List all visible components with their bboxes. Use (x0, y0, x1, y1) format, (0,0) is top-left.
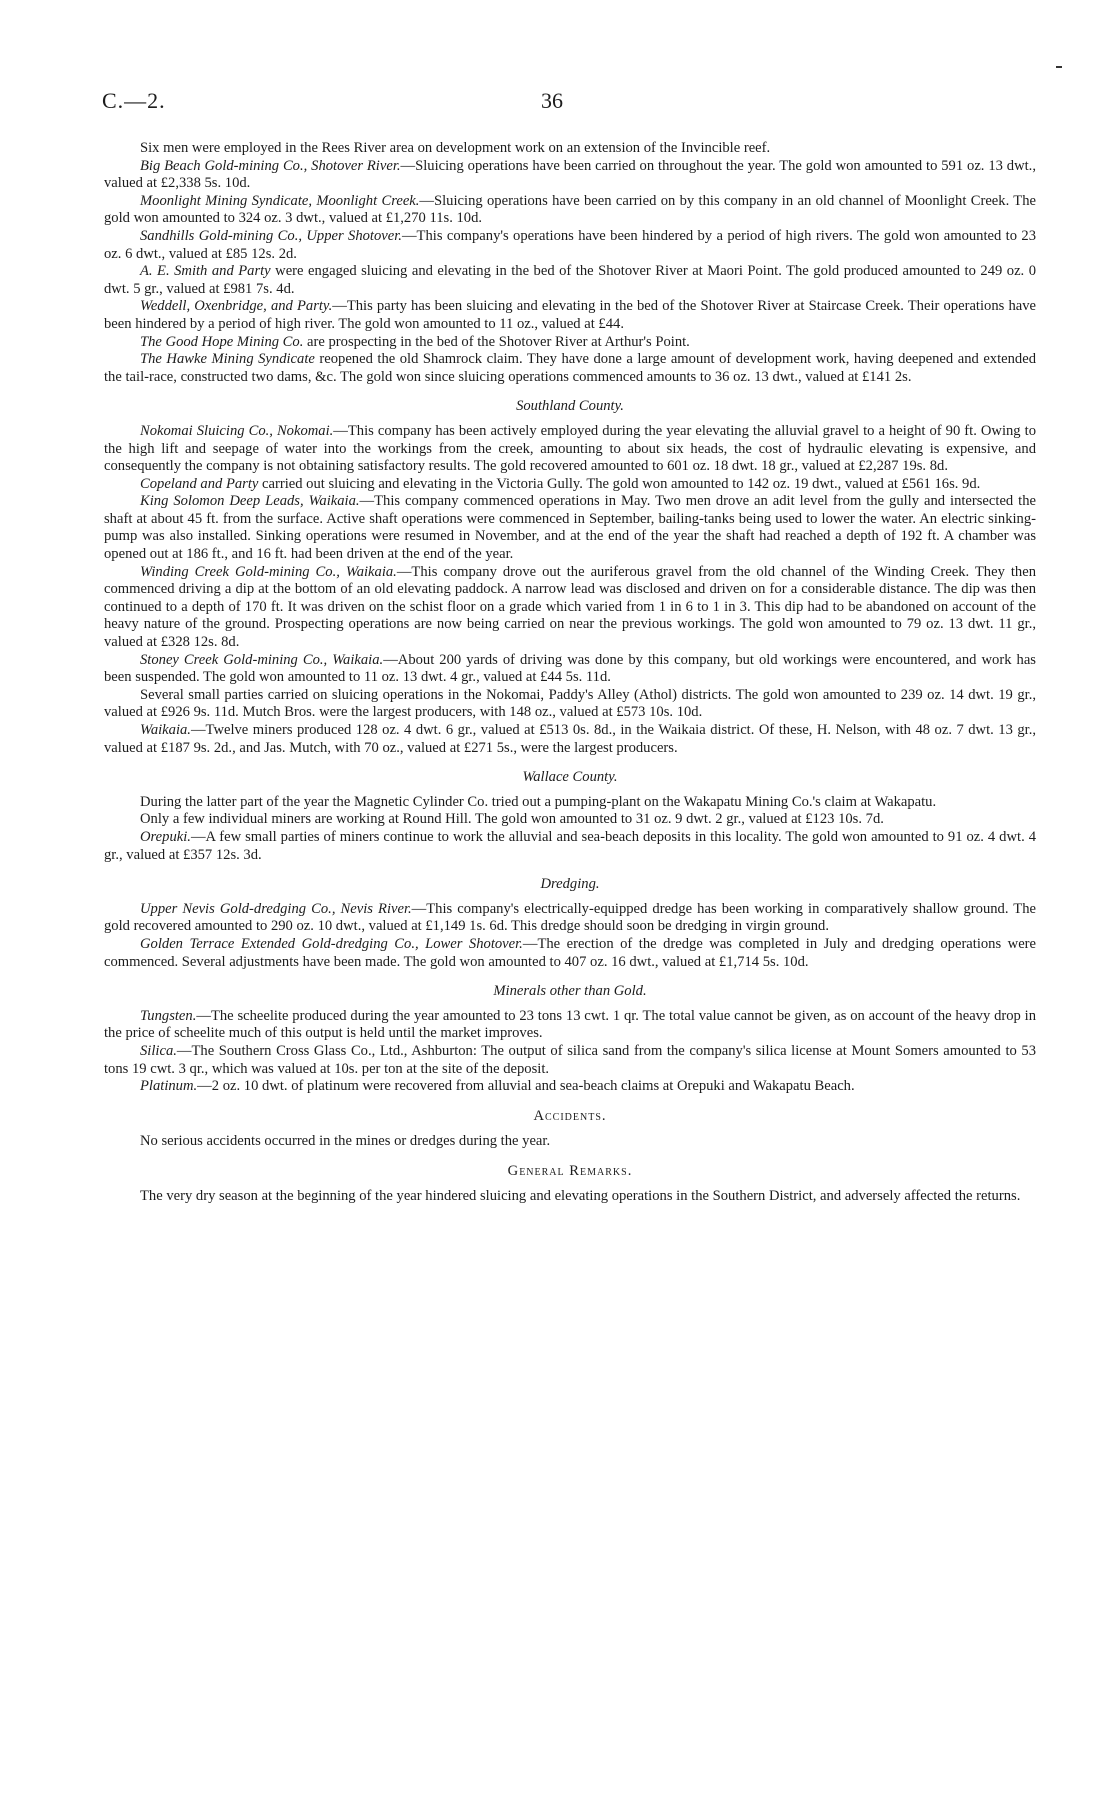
paragraph-text: During the latter part of the year the Magnetic Cylinder Co. tried out a pumping-plant on the Wakapatu Mining Co.'s claim at Wakapatu. (140, 793, 937, 810)
paragraph-lead: Tungsten. (140, 1007, 197, 1024)
paragraph (104, 334, 1036, 352)
paragraph-text: —The Southern Cross Glass Co., Ltd., Ashburton: The output of silica sand from the company's silica license at Mount Somers amounted to 53 tons 19 cwt. 3 qr., which was valued at 10s. per ton at the site of the deposit. (104, 1042, 1036, 1077)
page-number: 36 (541, 88, 563, 113)
heading-southland-county: Southland County. (516, 398, 624, 415)
paragraph (104, 652, 1036, 687)
paragraph-text: —This company's operations have been hindered by a period of high rivers. The gold won amounted to 23 oz. 6 dwt., valued at £85 12s. 2d. (104, 227, 1036, 262)
paragraph-lead: A. E. Smith and Party (140, 263, 271, 280)
paragraph (104, 936, 1036, 971)
paragraph-lead: Orepuki. (140, 828, 191, 845)
paragraph-text: are prospecting in the bed of the Shotover River at Arthur's Point. (303, 333, 690, 350)
paragraph (104, 794, 1036, 812)
paragraph (104, 1043, 1036, 1078)
paragraph-text: —About 200 yards of driving was done by this company, but old workings were encountered, and work has been suspended. The gold won amounted to 11 oz. 13 dwt. 4 gr., valued at £44 5s. 11d. (104, 651, 1036, 686)
paragraph-text: Only a few individual miners are working at Round Hill. The gold won amounted to 31 oz. 9 dwt. 2 gr., valued at £123 10s. 7d. (140, 811, 884, 828)
paragraph (104, 140, 1036, 158)
document-body (104, 140, 1036, 1206)
margin-mark (1056, 66, 1062, 68)
paragraph-text: —A few small parties of miners continue to work the alluvial and sea-beach deposits in this locality. The gold won amounted to 91 oz. 4 dwt. 4 gr., valued at £357 12s. 3d. (104, 828, 1036, 863)
paragraph (104, 423, 1036, 476)
paragraph (104, 493, 1036, 563)
paragraph-lead: Copeland and Party (140, 475, 259, 492)
section-southland-paragraphs (104, 423, 1036, 757)
paragraph (104, 1078, 1036, 1096)
paragraph-lead: Nokomai Sluicing Co., Nokomai. (140, 422, 334, 439)
accidents-paragraph: No serious accidents occurred in the mines or dredges during the year. (140, 1133, 551, 1150)
paragraph-lead: Upper Nevis Gold-dredging Co., Nevis River. (140, 900, 412, 917)
report-code: C.—2. (102, 88, 166, 113)
paragraph-text: —Sluicing operations have been carried on throughout the year. The gold won amounted to 591 oz. 13 dwt., valued at £2,338 5s. 10d. (104, 157, 1036, 192)
paragraph-lead: Silica. (140, 1042, 177, 1059)
paragraph-lead: Weddell, Oxenbridge, and Party. (140, 298, 333, 315)
paragraph-lead: The Good Hope Mining Co. (140, 333, 304, 350)
section-otago-paragraphs (104, 140, 1036, 386)
paragraph (104, 263, 1036, 298)
paragraph-text: —Sluicing operations have been carried on by this company in an old channel of Moonlight Creek. The gold won amounted to 324 oz. 3 dwt., valued at £1,270 11s. 10d. (104, 192, 1036, 227)
paragraph-text: —This company commenced operations in May. Two men drove an adit level from the gully and intersected the shaft at about 45 ft. from the surface. Active shaft operations were commenced in September, bailing-tanks being used to lower the water. An electric sinking-pump was also installed. Sinking operations were resumed in November, and at the end of the year the shaft had reached a depth of 192 ft. A chamber was opened out at 186 ft., and 16 ft. had been driven at the end of the year. (104, 493, 1036, 563)
paragraph-lead: Golden Terrace Extended Gold-dredging Co., Lower Shotover. (140, 935, 523, 952)
paragraph (104, 476, 1036, 494)
remarks-paragraph: The very dry season at the beginning of the year hindered sluicing and elevating operations in the Southern District, and adversely affected the returns. (140, 1188, 1021, 1205)
paragraph-lead: Winding Creek Gold-mining Co., Waikaia. (140, 563, 397, 580)
paragraph-text: reopened the old Shamrock claim. They have done a large amount of development work, having deepened and extended the tail-race, constructed two dams, &c. The gold won since sluicing operations commenced amounts to 36 oz. 13 dwt., valued at £141 2s. (104, 351, 1036, 385)
paragraph (104, 228, 1036, 263)
paragraph-text: —This company's electrically-equipped dredge has been working in comparatively shallow ground. The gold recovered amounted to 290 oz. 10 dwt., valued at £1,149 1s. 6d. This dredge should soon be dredging in virgin ground. (104, 900, 1036, 935)
section-dredging-paragraphs (104, 901, 1036, 971)
paragraph-text: —This company has been actively employed during the year elevating the alluvial gravel to a height of 90 ft. Owing to the high lift and seepage of water into the workings from the creek, amounting to about six heads, the cost of hydraulic elevating is expensive, and consequently the company is not obtaining satisfactory results. The gold recovered amounted to 601 oz. 18 dwt. 18 gr., valued at £2,287 19s. 8d. (104, 422, 1036, 475)
paragraph (104, 564, 1036, 652)
paragraph-text: —2 oz. 10 dwt. of platinum were recovered from alluvial and sea-beach claims at Orepuki and Wakapatu Beach. (197, 1078, 855, 1095)
paragraph-text: —This company drove out the auriferous gravel from the old channel of the Winding Creek. They then commenced driving a dip at the bottom of an old elevating paddock. A narrow lead was disclosed and driven on for a considerable distance. The dip was then continued to a depth of 170 ft. It was driven on the schist floor on a grade which varied from 1 in 6 to 1 in 3. This dip had to be abandoned on account of the heavy nature of the ground. Prospecting operations are now being carried on near the previous workings. The gold won amounted to 79 oz. 13 dwt. 11 gr., valued at £328 12s. 8d. (104, 563, 1036, 651)
paragraph (104, 351, 1036, 386)
paragraph (104, 901, 1036, 936)
paragraph (104, 687, 1036, 722)
paragraph-text: —This party has been sluicing and elevating in the bed of the Shotover River at Staircase Creek. Their operations have been hindered by a period of high river. The gold won amounted to 11 oz., valued at £44. (104, 298, 1036, 332)
paragraph-text: were engaged sluicing and elevating in the bed of the Shotover River at Maori Point. The gold produced amounted to 249 oz. 0 dwt. 5 gr., valued at £981 7s. 4d. (104, 263, 1037, 297)
paragraph-text: Six men were employed in the Rees River area on development work on an extension of the Invincible reef. (140, 140, 771, 156)
paragraph-lead: Sandhills Gold-mining Co., Upper Shotover. (140, 227, 402, 244)
paragraph-lead: The Hawke Mining Syndicate (140, 351, 315, 368)
paragraph (104, 193, 1036, 228)
paragraph-lead: Moonlight Mining Syndicate, Moonlight Creek. (140, 192, 420, 209)
paragraph-text: Several small parties carried on sluicing operations in the Nokomai, Paddy's Alley (Athol) districts. The gold won amounted to 239 oz. 14 dwt. 19 gr., valued at £926 9s. 11d. Mutch Bros. were the largest producers, with 148 oz., valued at £573 10s. 10d. (104, 686, 1036, 721)
heading-minerals: Minerals other than Gold. (493, 983, 647, 1000)
paragraph-text: —The erection of the dredge was completed in July and dredging operations were commenced. Several adjustments have been made. The gold won amounted to 407 oz. 16 dwt., valued at £1,714 5s. 10d. (104, 935, 1037, 970)
paragraph (104, 811, 1036, 829)
paragraph-text: —The scheelite produced during the year amounted to 23 tons 13 cwt. 1 qr. The total value cannot be given, as on account of the heavy drop in the price of scheelite much of this output is held until the market improves. (104, 1007, 1036, 1042)
paragraph-lead: Big Beach Gold-mining Co., Shotover River. (140, 157, 401, 174)
paragraph-lead: Waikaia. (140, 722, 191, 738)
paragraph-text: —Twelve miners produced 128 oz. 4 dwt. 6 gr., valued at £513 0s. 8d., in the Waikaia district. Of these, H. Nelson, with 48 oz. 7 dwt. 13 gr., valued at £187 9s. 2d., and Jas. Mutch, with 70 oz., valued at £271 5s., were the largest producers. (104, 722, 1036, 756)
paragraph (104, 829, 1036, 864)
paragraph (104, 298, 1036, 333)
paragraph (104, 722, 1036, 757)
heading-dredging: Dredging. (540, 876, 600, 893)
heading-general-remarks: General Remarks. (507, 1162, 633, 1179)
paragraph-lead: Stoney Creek Gold-mining Co., Waikaia. (140, 651, 384, 668)
section-wallace-paragraphs (104, 794, 1036, 864)
paragraph-lead: King Solomon Deep Leads, Waikaia. (140, 493, 360, 510)
paragraph-text: carried out sluicing and elevating in the Victoria Gully. The gold won amounted to 142 oz. 19 dwt., valued at £561 16s. 9d. (258, 475, 981, 492)
paragraph (104, 158, 1036, 193)
heading-wallace-county: Wallace County. (522, 769, 618, 786)
paragraph-lead: Platinum. (140, 1078, 198, 1095)
heading-accidents: Accidents. (533, 1107, 607, 1124)
paragraph (104, 1008, 1036, 1043)
section-minerals-paragraphs (104, 1008, 1036, 1096)
